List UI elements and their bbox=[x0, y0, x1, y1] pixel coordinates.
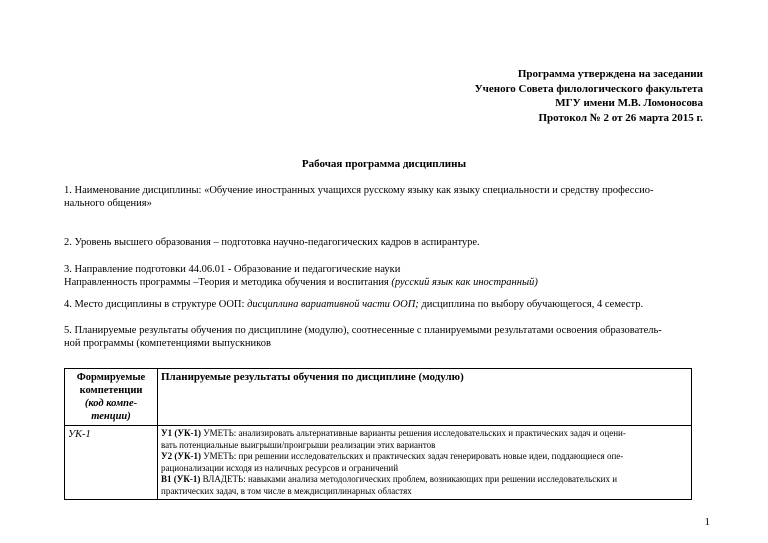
direction-italic: (русский язык как иностранный) bbox=[391, 277, 538, 288]
result-text: вать потенциальные выигрыши/проигрыши реализации этих вариантов bbox=[161, 439, 436, 450]
result-v1 bbox=[161, 474, 688, 486]
place-italic: дисциплина вариативной части ООП; bbox=[247, 299, 419, 310]
discipline-name bbox=[64, 184, 714, 210]
training-direction-line2 bbox=[64, 276, 714, 289]
result-u2 bbox=[161, 451, 688, 463]
place-prefix: 4. Место дисциплины в структуре ООП: bbox=[64, 299, 248, 310]
approval-block bbox=[303, 67, 703, 125]
competence-code: УК-1 bbox=[65, 426, 158, 500]
result-text: практических задач, в том числе в междисциплинарных областях bbox=[161, 485, 412, 496]
planned-results-line1: 5. Планируемые результаты обучения по дисциплине (модулю), соотнесенные с планируемыми результатами освоения образователь- bbox=[64, 325, 662, 336]
result-code: В1 (УК-1) bbox=[161, 474, 201, 484]
header-competence-line: (код компе- bbox=[84, 398, 138, 409]
result-text: УМЕТЬ: анализировать альтернативные варианты решения исследовательских и практических задач и оцени- bbox=[200, 428, 626, 438]
header-results: Планируемые результаты обучения по дисциплине (модулю) bbox=[158, 369, 692, 426]
approval-line: Ученого Совета филологического факультета bbox=[474, 82, 703, 95]
document-title: Рабочая программа дисциплины bbox=[301, 158, 467, 170]
result-text: УМЕТЬ: при решении исследовательских и практических задач генерировать новые идеи, поддающиеся опе- bbox=[200, 451, 624, 461]
table-row bbox=[65, 426, 692, 500]
result-text: ВЛАДЕТЬ: навыками анализа методологических проблем, возникающих при решении исследовательских и bbox=[200, 474, 618, 484]
approval-line: Программа утверждена на заседании bbox=[517, 68, 703, 80]
header-competence-line: Формируемые bbox=[76, 372, 146, 383]
header-competence bbox=[65, 369, 158, 426]
approval-line: Протокол № 2 от 26 марта 2015 г. bbox=[538, 111, 703, 124]
direction-prefix: Направленность программы –Теория и методика обучения и воспитания bbox=[64, 277, 392, 288]
results-cell bbox=[158, 426, 692, 500]
result-u1 bbox=[161, 428, 688, 440]
planned-results-line2: ной программы (компетенциями выпускников bbox=[64, 338, 271, 349]
result-text: рационализации исходя из наличных ресурсов и ограничений bbox=[161, 462, 399, 473]
training-direction bbox=[64, 263, 714, 289]
discipline-name-line1: 1. Наименование дисциплины: «Обучение иностранных учащихся русскому языку как языку специальности и средству профессио- bbox=[64, 185, 654, 196]
competence-table bbox=[64, 368, 692, 500]
result-code: У2 (УК-1) bbox=[161, 451, 201, 461]
header-competence-line: тенции) bbox=[91, 411, 131, 422]
discipline-name-line2: нального общения» bbox=[64, 198, 152, 209]
education-level: 2. Уровень высшего образования – подготовка научно-педагогических кадров в аспирантуре. bbox=[64, 237, 480, 248]
page-number: 1 bbox=[704, 516, 710, 528]
discipline-place bbox=[64, 298, 714, 311]
place-suffix: дисциплина по выбору обучающегося, 4 семестр. bbox=[418, 299, 644, 310]
header-competence-line: компетенции bbox=[79, 385, 143, 396]
planned-results bbox=[64, 324, 714, 350]
training-direction-line1: 3. Направление подготовки 44.06.01 - Образование и педагогические науки bbox=[64, 264, 401, 275]
approval-line: МГУ имени М.В. Ломоносова bbox=[555, 97, 703, 109]
result-code: У1 (УК-1) bbox=[161, 428, 201, 438]
table-header-row bbox=[65, 369, 692, 426]
